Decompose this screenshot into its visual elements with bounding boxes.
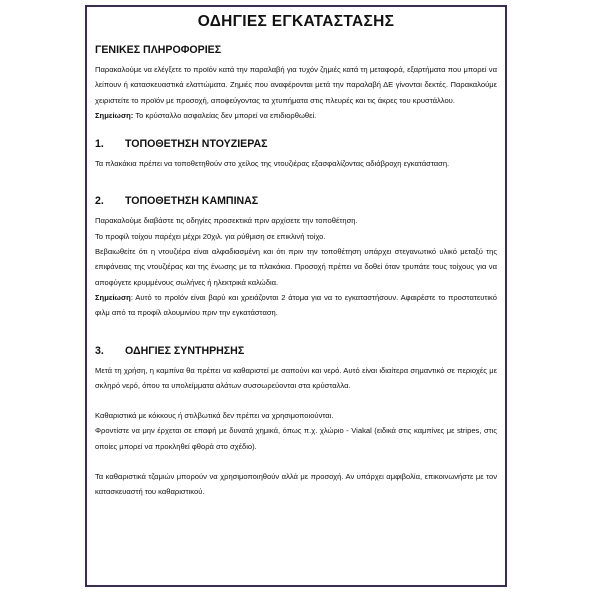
section3-title: ΟΔΗΓΙΕΣ ΣΥΝΤΗΡΗΣΗΣ (125, 344, 245, 357)
section2-paragraph-1: Παρακαλούμε διαβάστε τις οδηγίες προσεκτικά πριν αρχίσετε την τοποθέτηση. (95, 216, 358, 226)
section1-paragraph: Τα πλακάκια πρέπει να τοποθετηθούν στο χείλος της ντουζιέρας εξασφαλίζοντας αδιάβροχη εγκατάσταση. (95, 159, 450, 169)
section3-paragraph-1: Μετά τη χρήση, η καμπίνα θα πρέπει να καθαριστεί με σαπούνι και νερό. Αυτό είναι ιδιαίτερα σημαντικό σε περιοχές με σκληρό νερό, όπου τα υπολείμματα αλάτων συσσωρεύονται στα κρύσταλλα. (95, 365, 497, 390)
general-paragraph: Παρακαλούμε να ελέγξετε το προϊόν κατά την παραλαβή για τυχόν ζημιές κατά τη μεταφορά, εξαρτήματα που μπορεί να λείπουν ή κατασκευαστικά ελαττώματα. Ζημιές που αναφέρονται μετά την παραλαβή ΔΕ γίνονται δεκτές. Παρακαλούμε χειριστείτε το προϊόν με προσοχή, αποφεύγοντας τα χτυπήματα στις πλευρές και τις άκρες του κρυστάλλου. (95, 65, 497, 105)
general-heading: ΓΕΝΙΚΕΣ ΠΛΗΡΟΦΟΡΙΕΣ (95, 44, 222, 56)
section3-number: 3. (95, 344, 104, 357)
section1-heading (95, 137, 497, 151)
section2-paragraph-3: Βεβαιωθείτε ότι η ντουζιέρα είναι αλφαδιασμένη και ότι πριν την τοποθέτηση υπάρχει στεγανωτικό υλικό μεταξύ της επιφάνειας της ντουζιέρας και της ένωσης με τα πλακάκια. Προσοχή πρέπει να δοθεί όταν τρυπάτε τους τοίχους για να αποφύγετε κρυμμένους σωλήνες ή ηλεκτρικά καλώδια. (95, 247, 497, 287)
document-title: ΟΔΗΓΙΕΣ ΕΓΚΑΤΑΣΤΑΣΗΣ (197, 13, 395, 30)
section3-heading (95, 344, 497, 358)
general-note-text: Το κρύσταλλο ασφαλείας δεν μπορεί να επιδιορθωθεί. (133, 110, 317, 120)
section3-paragraph-3: Φροντίστε να μην έρχεται σε επαφή με δυνατά χημικά, όπως π.χ. χλώριο - Viakal (ειδικά στις καμπίνες με stripes, στις οποίες μπορεί να προκληθεί φθορά στο σχέδιο). (95, 426, 497, 451)
document-content (95, 13, 497, 500)
section3-paragraph-2: Καθαριστικά με κόκκους ή στιλβωτικά δεν πρέπει να χρησιμοποιούνται. (95, 411, 334, 421)
general-note-label: Σημείωση: (95, 110, 134, 120)
section1-number: 1. (95, 138, 104, 151)
section2-note (95, 290, 497, 321)
section2-note-label: Σημείωση (95, 292, 131, 302)
section2-paragraph-2: Το προφίλ τοίχου παρέχει μέχρι 20χιλ. για ρύθμιση σε επικλινή τοίχο. (95, 231, 326, 241)
section2-heading (95, 194, 497, 208)
section2-note-text: : Αυτό το προϊόν είναι βαρύ και χρειάζονται 2 άτομα για να το εγκαταστήσουν. Αφαιρέστε το προστατευτικό φιλμ από τα προφίλ αλουμινίου πριν την εγκατάσταση. (95, 292, 497, 318)
section3-paragraph-4: Τα καθαριστικά τζαμιών μπορούν να χρησιμοποιηθούν αλλά με προσοχή. Αν υπάρχει αμφιβολία, επικοινωνήστε με τον κατασκευαστή του καθαριστικού. (95, 472, 497, 497)
section2-number: 2. (95, 195, 104, 208)
document-frame (85, 5, 507, 587)
general-note (95, 108, 497, 123)
section1-title: ΤΟΠΟΘΕΤΗΣΗ ΝΤΟΥΖΙΕΡΑΣ (125, 138, 268, 151)
section2-title: ΤΟΠΟΘΕΤΗΣΗ ΚΑΜΠΙΝΑΣ (125, 195, 259, 208)
